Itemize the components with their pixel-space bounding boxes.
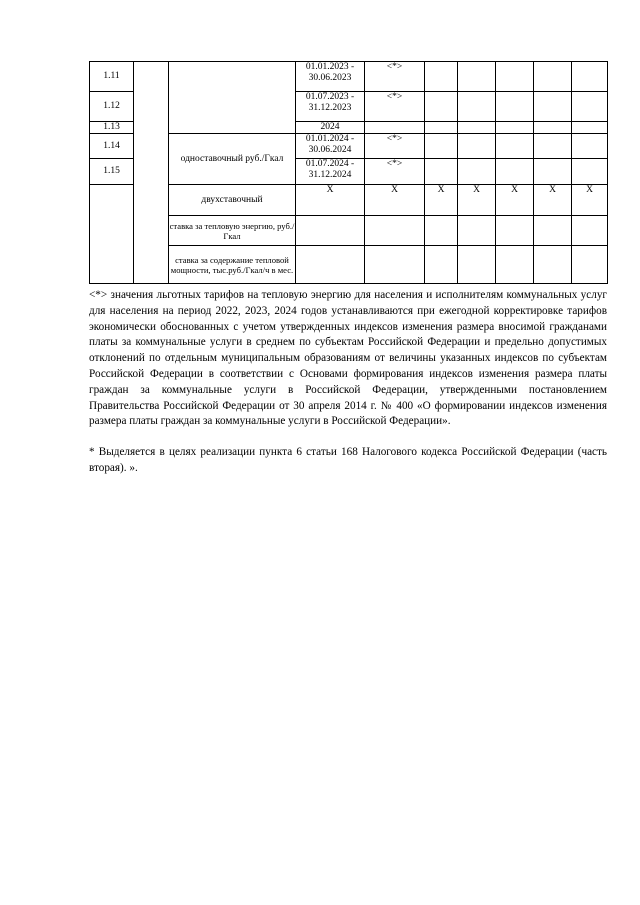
period-cell: 01.01.2024 - 30.06.2024 bbox=[296, 134, 365, 159]
period-cell: 01.07.2023 - 31.12.2023 bbox=[296, 92, 365, 122]
row-number: 1.12 bbox=[90, 92, 134, 122]
period-cell: 01.07.2024 - 31.12.2024 bbox=[296, 159, 365, 185]
period-cell: 2024 bbox=[296, 122, 365, 134]
empty-cell bbox=[169, 62, 296, 134]
tariff-mark: <*> bbox=[365, 62, 425, 92]
x-mark: X bbox=[496, 185, 534, 216]
row-number: 1.13 bbox=[90, 122, 134, 134]
period-cell: 01.01.2023 - 30.06.2023 bbox=[296, 62, 365, 92]
empty-cell bbox=[90, 185, 134, 284]
x-mark: X bbox=[425, 185, 458, 216]
row-number: 1.14 bbox=[90, 134, 134, 159]
two-part-tariff-label: двухставочный bbox=[169, 185, 296, 216]
table-row bbox=[90, 62, 608, 92]
empty-cell bbox=[134, 62, 169, 284]
x-mark: X bbox=[365, 185, 425, 216]
tariff-table bbox=[89, 61, 608, 284]
x-mark: X bbox=[534, 185, 572, 216]
footnote-tariff-note: <*> значения льготных тарифов на тепловую энергию для населения и исполнителям коммунальных услуг для населения на период 2022, 2023, 2024 годов устанавливаются при ежегодной корректировке тарифов экономически обоснованных с учетом утвержденных индексов изменения размера вносимой гражданами платы за коммунальные услуги в среднем по субъектам Российской Федерации и предельно допустимых отклонений по отдельным муниципальным образованиям от величины указанных индексов по субъектам Российской Федерации в соответствии с Основами формирования индексов изменения размера платы граждан за коммунальные услуги в Российской Федерации, утвержденными постановлением Правительства Российской Федерации от 30 апреля 2014 г. № 400 «О формировании индексов изменения размера платы граждан за коммунальные услуги в Российской Федерации». bbox=[89, 289, 607, 428]
row-number: 1.15 bbox=[90, 159, 134, 185]
capacity-rate-label: ставка за содержание тепловой мощности, тыс.руб./Гкал/ч в мес. bbox=[169, 246, 296, 284]
x-mark: X bbox=[572, 185, 608, 216]
tariff-mark: <*> bbox=[365, 92, 425, 122]
footnote-tax-note: * Выделяется в целях реализации пункта 6 статьи 168 Налогового кодекса Российской Федерации (часть вторая). ». bbox=[89, 446, 607, 474]
tariff-mark: <*> bbox=[365, 159, 425, 185]
x-mark: X bbox=[458, 185, 496, 216]
heat-rate-label: ставка за тепловую энергию, руб./Гкал bbox=[169, 216, 296, 246]
row-number: 1.11 bbox=[90, 62, 134, 92]
one-part-tariff-label: одноставочный руб./Гкал bbox=[169, 134, 296, 185]
x-mark: X bbox=[296, 185, 365, 216]
footnotes bbox=[89, 288, 607, 477]
tariff-mark bbox=[365, 122, 425, 134]
tariff-mark: <*> bbox=[365, 134, 425, 159]
